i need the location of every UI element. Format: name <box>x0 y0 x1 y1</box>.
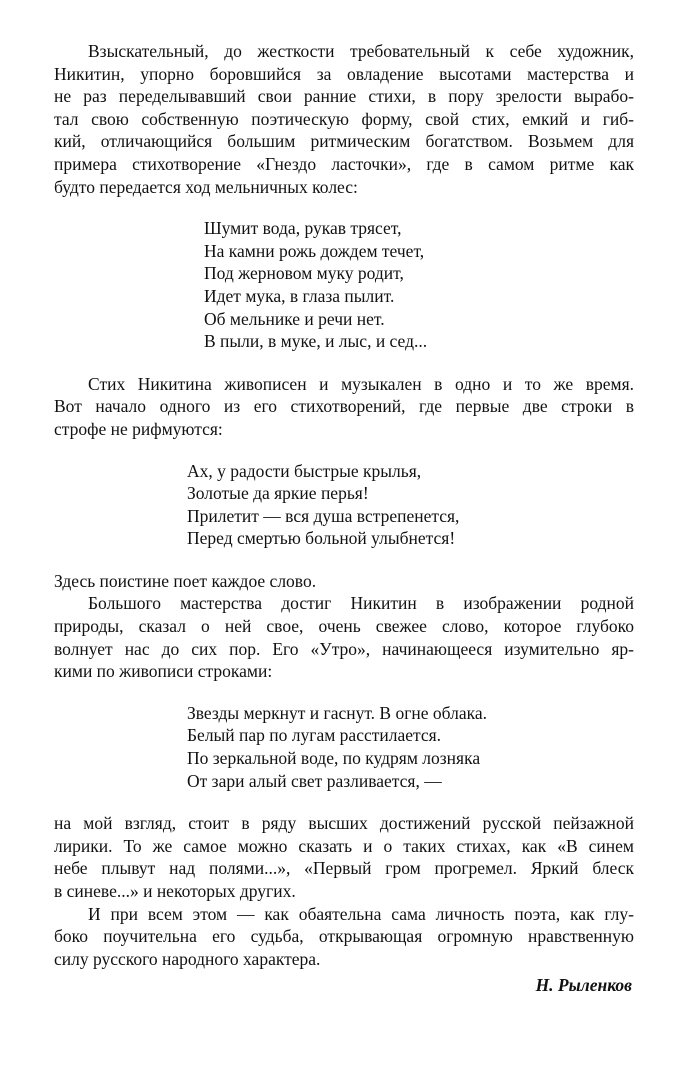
paragraph-6 <box>54 903 634 971</box>
paragraph-2 <box>54 373 634 441</box>
text-line: на мой взгляд, стоит в ряду высших достижений русской пейзажной <box>54 813 634 834</box>
text-line: И при всем этом — как обаятельна сама личность поэта, как глу- <box>88 903 634 924</box>
text-line: кими по живописи строками: <box>54 661 273 682</box>
text-line: небе плывут над полями...», «Первый гром прогремел. Яркий блеск <box>54 858 634 879</box>
poem-verse: Ах, у радости быстрые крылья, <box>187 460 422 481</box>
author-signature: Н. Рыленков <box>535 975 632 996</box>
text-line: лирики. То же самое можно сказать и о таких стихах, как «В синем <box>54 835 634 856</box>
text-line: волнует нас до сих пор. Его «Утро», начинающееся изумительно яр- <box>54 638 634 659</box>
paragraph-4 <box>54 592 634 682</box>
poem-quote-morning <box>187 702 634 792</box>
poem-verse: Перед смертью больной улыбнется! <box>187 528 456 549</box>
text-line: Никитин, упорно боровшийся за овладение высотами мастерства и <box>54 63 634 84</box>
poem-verse: Об мельнике и речи нет. <box>204 308 385 329</box>
paragraph-1 <box>54 40 634 198</box>
document-page <box>54 40 634 997</box>
text-line: Взыскательный, до жесткости требовательный к себе художник, <box>88 41 634 61</box>
poem-verse: По зеркальной воде, по кудрям лозняка <box>187 748 481 769</box>
poem-verse: От зари алый свет разливается, — <box>187 770 442 791</box>
text-line: будто передается ход мельничных колес: <box>54 176 358 197</box>
text-line: не раз переделывавший свои ранние стихи, в пору зрелости вырабо- <box>54 86 634 107</box>
poem-verse: На камни рожь дождем течет, <box>204 240 425 261</box>
text-line: в синеве...» и некоторых других. <box>54 881 296 901</box>
poem-verse: Идет мука, в глаза пылит. <box>204 285 395 306</box>
text-line: боко поучительна его судьба, открывающая огромную нравственную <box>54 926 634 947</box>
text-line: силу русского народного характера. <box>54 948 321 969</box>
text-line: Вот начало одного из его стихотворений, где первые две строки в <box>54 396 634 417</box>
poem-quote-joy <box>187 460 634 550</box>
text-line: Стих Никитина живописен и музыкален в одно и то же время. <box>88 373 634 394</box>
text-line: кий, отличающийся большим ритмическим богатством. Возьмем для <box>54 131 634 152</box>
poem-verse: Шумит вода, рукав трясет, <box>204 218 402 239</box>
text-line: строфе не рифмуются: <box>54 418 223 439</box>
text-line: Большого мастерства достиг Никитин в изображении родной <box>88 593 634 614</box>
text-line: Здесь поистине поет каждое слово. <box>54 570 317 591</box>
text-line: примера стихотворение «Гнездо ласточки», где в самом ритме как <box>54 153 634 174</box>
text-line: природы, сказал о ней свое, очень свежее слово, которое глубоко <box>54 616 634 637</box>
paragraph-3 <box>54 570 634 593</box>
poem-verse: Звезды меркнут и гаснут. В огне облака. <box>187 702 488 723</box>
poem-verse: В пыли, в муке, и лыс, и сед... <box>204 331 428 352</box>
poem-quote-mill <box>204 217 634 353</box>
paragraph-5 <box>54 812 634 902</box>
poem-verse: Белый пар по лугам расстилается. <box>187 725 442 746</box>
poem-verse: Прилетит — вся душа встрепенется, <box>187 505 460 526</box>
text-line: тал свою собственную поэтическую форму, свой стих, емкий и гиб- <box>54 108 634 129</box>
poem-verse: Золотые да яркие перья! <box>187 483 369 504</box>
poem-verse: Под жерновом муку родит, <box>204 263 404 284</box>
